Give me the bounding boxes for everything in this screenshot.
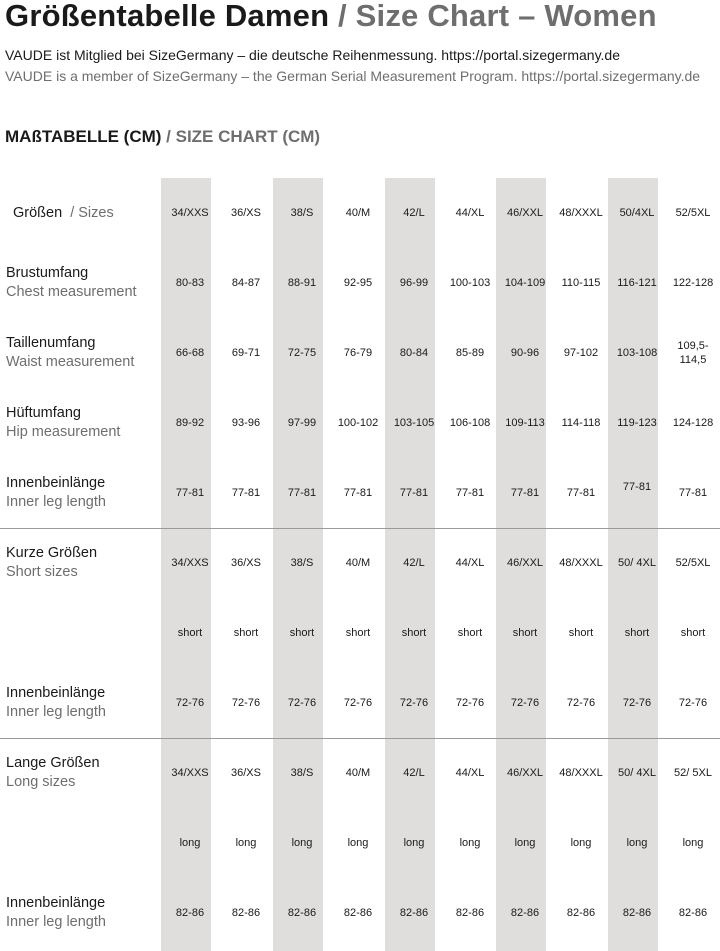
table-cell: 36/XS xyxy=(231,557,261,569)
row-label-separator: / xyxy=(66,205,79,221)
table-cell: 82-86 xyxy=(231,907,261,919)
table-cell: 72-76 xyxy=(622,697,652,709)
table-cell: 82-86 xyxy=(678,907,708,919)
table-cell: short xyxy=(457,627,483,639)
table-cell: short xyxy=(512,627,538,639)
row-label-english: Inner leg length xyxy=(6,494,106,510)
table-cell: 97-99 xyxy=(287,417,317,429)
table-cell: 52/5XL xyxy=(675,557,711,569)
table-cell: 82-86 xyxy=(287,907,317,919)
row-label-german: Kurze Größen xyxy=(6,545,98,561)
table-cell: 110-115 xyxy=(561,277,601,289)
table-cell: short xyxy=(680,627,706,639)
table-row xyxy=(0,738,720,808)
table-cell: 48/XXXL xyxy=(559,207,603,219)
table-cell: 100-102 xyxy=(337,417,379,429)
table-cell: 92-95 xyxy=(343,277,373,289)
row-label xyxy=(6,458,106,528)
row-label-english: Long sizes xyxy=(6,774,76,790)
table-cell: 116-121 xyxy=(617,277,657,289)
table-cell: 124-128 xyxy=(672,417,714,429)
table-cell: 82-86 xyxy=(622,907,652,919)
table-row xyxy=(0,668,720,738)
table-cell: 72-76 xyxy=(566,697,596,709)
table-cell: 77-81 xyxy=(678,487,708,499)
row-label xyxy=(6,668,106,738)
table-cell: long xyxy=(682,837,704,849)
table-row xyxy=(0,178,720,248)
table-cell: 76-79 xyxy=(343,347,373,359)
table-cell: 77-81 xyxy=(455,487,485,499)
table-cell: 77-81 xyxy=(287,487,317,499)
table-cell: 48/XXXL xyxy=(559,557,603,569)
table-cell: 40/M xyxy=(345,207,371,219)
title-separator: / xyxy=(329,0,356,33)
row-label-english: Short sizes xyxy=(6,564,78,580)
table-cell: 93-96 xyxy=(231,417,261,429)
table-cell: 72-76 xyxy=(510,697,540,709)
table-cell: 48/XXXL xyxy=(559,767,603,779)
table-row xyxy=(0,248,720,318)
row-label xyxy=(6,738,100,808)
row-label xyxy=(6,248,137,318)
table-cell: 46/XXL xyxy=(506,767,544,779)
table-cell: 96-99 xyxy=(399,277,429,289)
table-cell: 122-128 xyxy=(672,277,714,289)
table-cell: short xyxy=(289,627,315,639)
row-label xyxy=(13,178,114,248)
table-cell: 36/XS xyxy=(231,767,261,779)
section-heading-english: SIZE CHART (CM) xyxy=(175,127,321,146)
table-cell: 84-87 xyxy=(231,277,261,289)
table-cell: short xyxy=(568,627,594,639)
title-english: Size Chart – Women xyxy=(355,0,657,33)
row-label-german: Innenbeinlänge xyxy=(6,895,106,911)
row-label-english: Chest measurement xyxy=(6,284,137,300)
table-cell: short xyxy=(233,627,259,639)
table-cell: 72-76 xyxy=(175,697,205,709)
row-label-english: Inner leg length xyxy=(6,704,106,720)
table-cell: 72-76 xyxy=(455,697,485,709)
row-label xyxy=(6,388,120,458)
table-cell: 109-113 xyxy=(505,417,545,429)
table-cell: 52/ 5XL xyxy=(674,767,712,779)
table-cell: 82-86 xyxy=(399,907,429,919)
table-cell: long xyxy=(626,837,648,849)
table-cell: 82-86 xyxy=(175,907,205,919)
table-cell: short xyxy=(177,627,203,639)
table-cell: 82-86 xyxy=(510,907,540,919)
table-cell: short xyxy=(345,627,371,639)
table-cell: 50/4XL xyxy=(619,207,655,219)
table-cell: long xyxy=(347,837,369,849)
table-cell: 72-76 xyxy=(231,697,261,709)
table-cell: 36/XS xyxy=(231,207,261,219)
table-cell: 114-118 xyxy=(561,417,601,429)
row-label-english: Waist measurement xyxy=(6,354,135,370)
row-label-german: Innenbeinlänge xyxy=(6,685,106,701)
table-cell: 103-105 xyxy=(393,417,435,429)
table-cell: 34/XXS xyxy=(171,557,209,569)
table-cell: 77-81 xyxy=(566,487,596,499)
table-cell: 119-123 xyxy=(617,417,657,429)
table-cell: long xyxy=(514,837,536,849)
row-label xyxy=(6,528,97,598)
table-cell: 42/L xyxy=(403,207,425,219)
table-cell: 88-91 xyxy=(287,277,317,289)
table-row xyxy=(0,388,720,458)
table-cell: 90-96 xyxy=(510,347,540,359)
table-cell: long xyxy=(570,837,592,849)
table-cell: 72-75 xyxy=(287,347,317,359)
table-cell: 46/XXL xyxy=(506,207,544,219)
table-cell: 40/M xyxy=(345,557,371,569)
table-cell: 77-81 xyxy=(510,487,540,499)
row-label-english: Sizes xyxy=(78,204,114,221)
section-heading-separator: / xyxy=(161,127,176,146)
table-cell: 109,5- 114,5 xyxy=(677,340,709,366)
table-row xyxy=(0,598,720,668)
table-cell: 80-83 xyxy=(175,277,205,289)
row-label-german: Hüftumfang xyxy=(6,405,81,421)
page-title xyxy=(5,0,657,34)
row-label xyxy=(6,318,134,388)
section-heading xyxy=(5,127,320,147)
table-cell: 82-86 xyxy=(455,907,485,919)
table-cell: long xyxy=(179,837,201,849)
table-cell: 89-92 xyxy=(175,417,205,429)
table-cell: long xyxy=(459,837,481,849)
table-cell: short xyxy=(401,627,427,639)
table-cell: 44/XL xyxy=(455,767,485,779)
info-german: VAUDE ist Mitglied bei SizeGermany – die deutsche Reihenmessung. https://portal.sizegermany.de xyxy=(5,47,621,63)
row-label xyxy=(6,878,106,948)
title-german: Größentabelle Damen xyxy=(5,0,330,33)
table-cell: 38/S xyxy=(290,767,314,779)
row-label-german: Brustumfang xyxy=(6,265,89,281)
table-cell: 106-108 xyxy=(449,417,491,429)
table-cell: 42/L xyxy=(403,557,425,569)
table-cell: long xyxy=(291,837,313,849)
table-cell: 40/M xyxy=(345,767,371,779)
table-cell: 80-84 xyxy=(399,347,429,359)
table-cell: 52/5XL xyxy=(675,207,711,219)
table-cell: 77-81 xyxy=(399,487,429,499)
row-label-german: Innenbeinlänge xyxy=(6,475,106,491)
table-cell: 72-76 xyxy=(678,697,708,709)
table-row xyxy=(0,878,720,948)
row-label-german: Größen xyxy=(13,204,63,221)
table-cell: 42/L xyxy=(403,767,425,779)
row-label-english: Hip measurement xyxy=(6,424,121,440)
table-cell: 77-81 xyxy=(622,481,652,493)
table-cell: 82-86 xyxy=(566,907,596,919)
table-cell: long xyxy=(235,837,257,849)
table-cell: 34/XXS xyxy=(171,207,209,219)
table-row xyxy=(0,318,720,388)
table-cell: 72-76 xyxy=(287,697,317,709)
table-cell: 34/XXS xyxy=(171,767,209,779)
table-cell: 103-108 xyxy=(616,347,658,359)
table-cell: 82-86 xyxy=(343,907,373,919)
table-cell: 38/S xyxy=(290,557,314,569)
table-cell: 97-102 xyxy=(563,347,599,359)
section-heading-german: MAßTABELLE (CM) xyxy=(5,127,162,146)
table-row xyxy=(0,528,720,598)
info-english: VAUDE is a member of SizeGermany – the German Serial Measurement Program. https://portal.sizegermany.de xyxy=(5,68,701,84)
row-label-german: Taillenumfang xyxy=(6,335,96,351)
table-row xyxy=(0,808,720,878)
table-cell: 85-89 xyxy=(455,347,485,359)
table-cell: 44/XL xyxy=(455,557,485,569)
table-cell: 104-109 xyxy=(504,277,546,289)
table-cell: 50/ 4XL xyxy=(618,767,656,779)
table-cell: 50/ 4XL xyxy=(618,557,656,569)
table-cell: 69-71 xyxy=(231,347,261,359)
table-cell: 38/S xyxy=(290,207,314,219)
table-cell: 77-81 xyxy=(343,487,373,499)
table-cell: 77-81 xyxy=(231,487,261,499)
table-cell: short xyxy=(624,627,650,639)
table-cell: long xyxy=(403,837,425,849)
table-row xyxy=(0,458,720,528)
table-cell: 72-76 xyxy=(343,697,373,709)
table-cell: 77-81 xyxy=(175,487,205,499)
row-label-english: Inner leg length xyxy=(6,914,106,930)
table-cell: 46/XXL xyxy=(506,557,544,569)
table-cell: 72-76 xyxy=(399,697,429,709)
table-cell: 100-103 xyxy=(449,277,491,289)
table-cell: 66-68 xyxy=(175,347,205,359)
row-label-german: Lange Größen xyxy=(6,755,100,771)
table-cell: 44/XL xyxy=(455,207,485,219)
